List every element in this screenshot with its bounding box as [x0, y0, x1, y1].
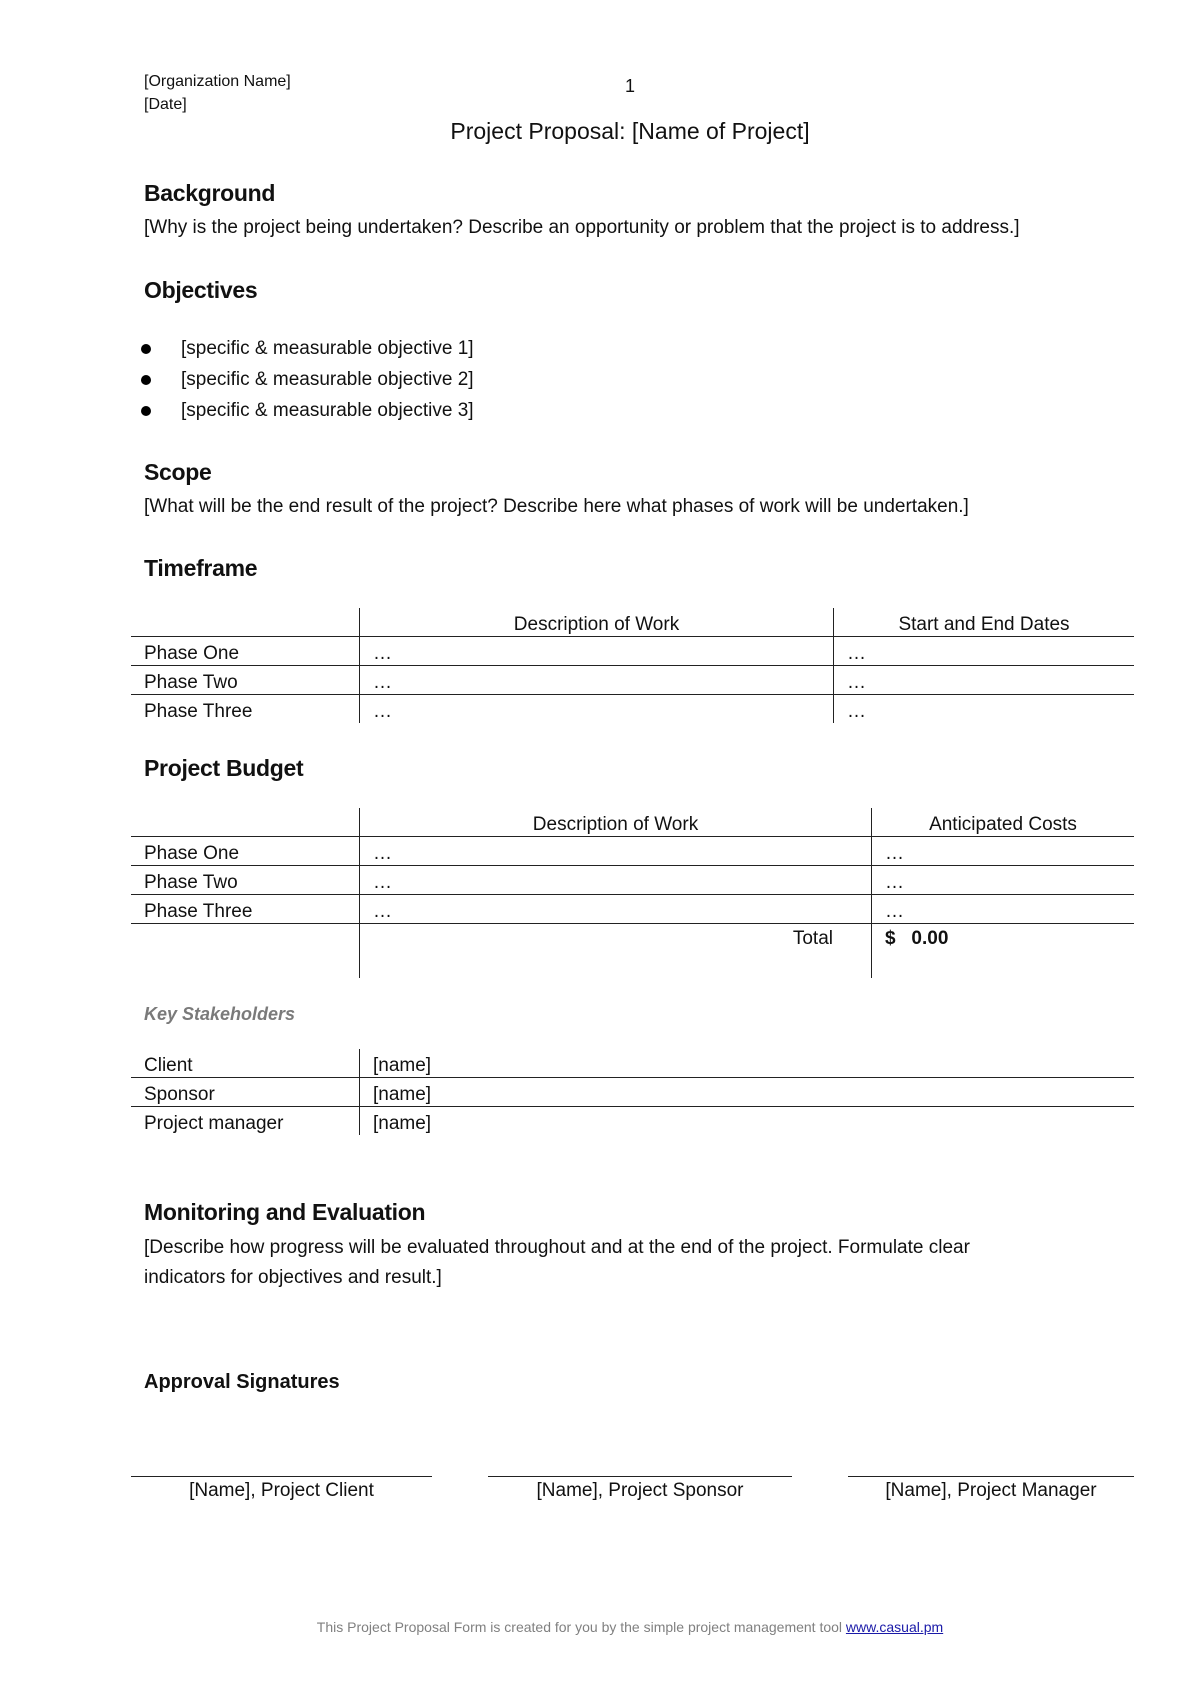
budget-heading: Project Budget — [144, 755, 304, 781]
timeframe-heading: Timeframe — [144, 555, 258, 581]
table-row: Phase One … … — [131, 837, 1134, 866]
monitoring-text-line-1: [Describe how progress will be evaluated throughout and at the end of the project. Formulate clear — [144, 1237, 970, 1258]
total-label: Total — [360, 924, 872, 979]
sponsor-signature-line — [488, 1476, 792, 1477]
document-title: Project Proposal: [Name of Project] — [450, 118, 810, 144]
table-row: Phase Two … … — [131, 866, 1134, 895]
monitoring-heading: Monitoring and Evaluation — [144, 1199, 426, 1225]
table-header-row: Description of Work Start and End Dates — [131, 608, 1134, 637]
monitoring-text-line-2: indicators for objectives and result.] — [144, 1267, 442, 1288]
list-item: [specific & measurable objective 3] — [141, 395, 474, 426]
bullet-icon — [141, 406, 151, 416]
bullet-icon — [141, 375, 151, 385]
scope-text: [What will be the end result of the project? Describe here what phases of work will be undertaken.] — [144, 496, 969, 517]
manager-signature-label: [Name], Project Manager — [885, 1480, 1097, 1501]
list-item: [specific & measurable objective 1] — [141, 333, 474, 364]
table-row: Project manager [name] — [131, 1107, 1134, 1136]
table-row: Client [name] — [131, 1049, 1134, 1078]
table-row: Phase One … … — [131, 637, 1134, 666]
client-signature-line — [131, 1476, 432, 1477]
stakeholders-table — [131, 1049, 1134, 1135]
timeframe-table — [131, 608, 1134, 723]
objectives-heading: Objectives — [144, 277, 258, 303]
table-row: Sponsor [name] — [131, 1078, 1134, 1107]
total-row — [131, 924, 1134, 979]
footer: This Project Proposal Form is created for you by the simple project management tool www.casual.pm — [316, 1619, 944, 1635]
client-signature-label: [Name], Project Client — [189, 1480, 374, 1501]
table-header-row: Description of Work Anticipated Costs — [131, 808, 1134, 837]
date-field: [Date] — [144, 96, 187, 113]
background-text: [Why is the project being undertaken? Describe an opportunity or problem that the project is to address.] — [144, 217, 1020, 238]
approval-heading: Approval Signatures — [144, 1371, 340, 1393]
stakeholders-heading: Key Stakeholders — [144, 1004, 296, 1024]
footer-link[interactable]: www.casual.pm — [845, 1619, 944, 1635]
organization-name: [Organization Name] — [144, 73, 291, 90]
manager-signature-line — [848, 1476, 1134, 1477]
background-heading: Background — [144, 180, 276, 206]
list-item: [specific & measurable objective 2] — [141, 364, 474, 395]
scope-heading: Scope — [144, 459, 212, 485]
table-row: Phase Three … … — [131, 695, 1134, 724]
objectives-list — [141, 333, 474, 426]
page-number: 1 — [625, 76, 636, 96]
bullet-icon — [141, 344, 151, 354]
table-row: Phase Three … … — [131, 895, 1134, 924]
sponsor-signature-label: [Name], Project Sponsor — [536, 1480, 744, 1501]
total-value: $ 0.00 — [872, 924, 1135, 979]
budget-table — [131, 808, 1134, 978]
table-row: Phase Two … … — [131, 666, 1134, 695]
